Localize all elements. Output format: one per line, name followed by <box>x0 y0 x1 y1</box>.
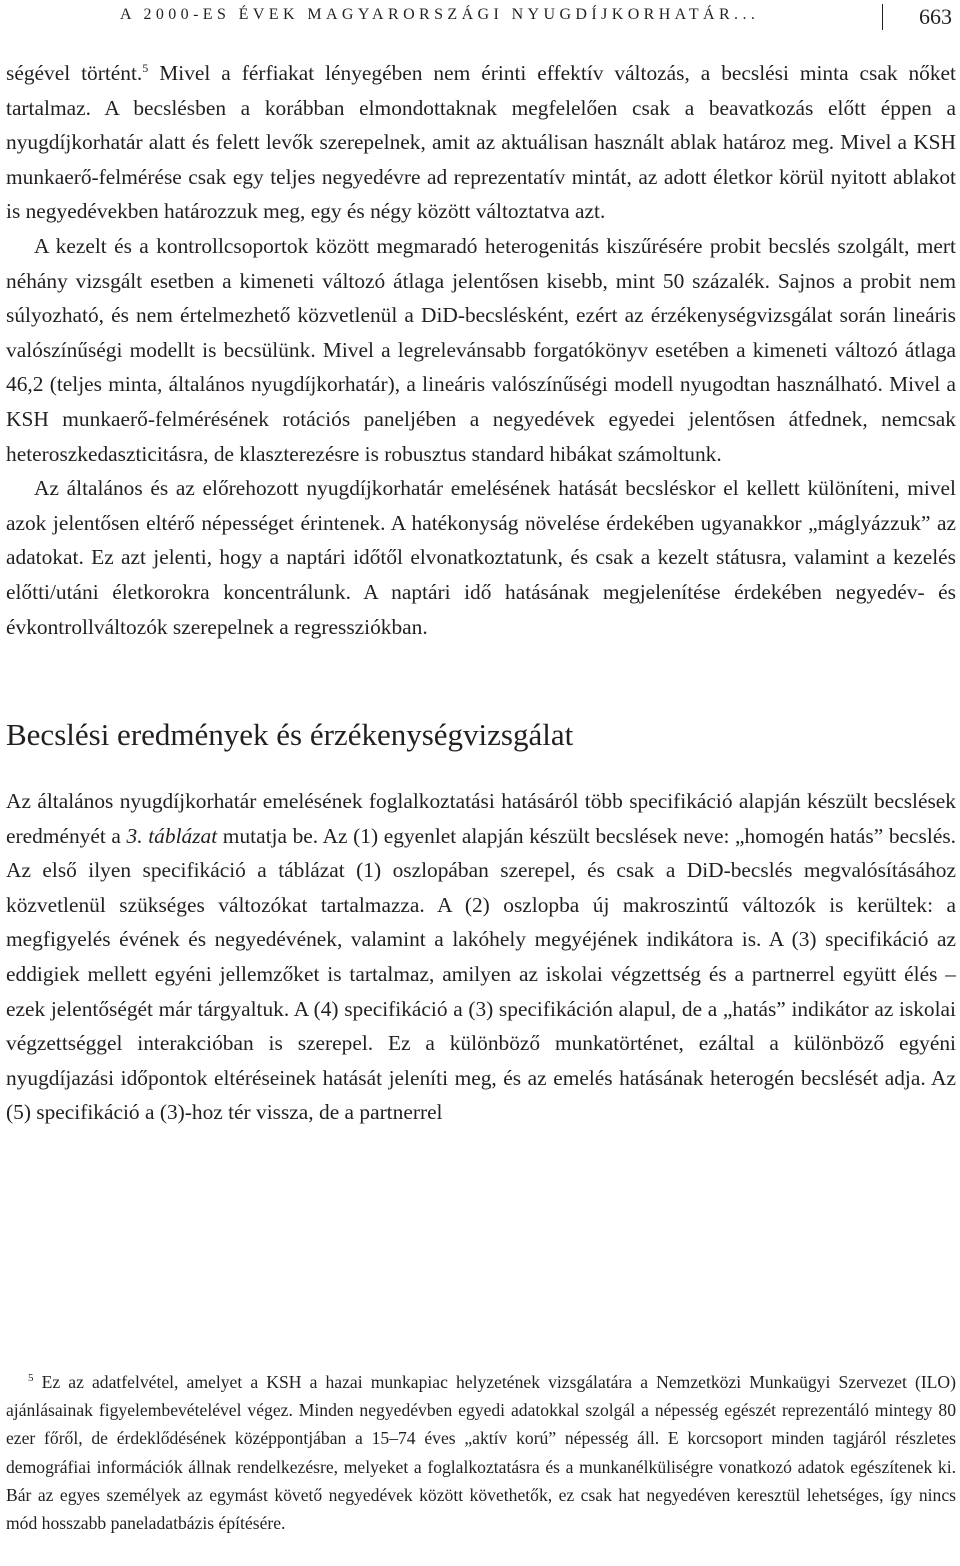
paragraph-3: Az általános és az előrehozott nyugdíjkorhatár emelésének hatását becsléskor el kellett különíteni, mivel azok jelentősen eltérő népességet érintenek. A hatékonyság növelése érdekében ugyanakkor „máglyázzuk” az adatokat. Ez azt jelenti, hogy a naptári időtől elvonatkoztatunk, és csak a kezelt státusra, valamint a kezelés előtti/utáni életkorokra koncentrálunk. A naptári idő hatásának megjelenítése érdekében negyedév- és évkontrollváltozók szerepelnek a regressziókban. <box>6 476 956 639</box>
footnote-reference[interactable]: 5 <box>142 60 149 75</box>
header-divider <box>882 4 883 30</box>
section-paragraph <box>6 784 956 1130</box>
section-heading: Becslési eredmények és érzékenységvizsgálat <box>6 717 574 753</box>
paragraph-1-rest: Mivel a férfiakat lényegében nem érinti effektív változás, a becslési minta csak nőket tartalmaz. A becslésben a korábban elmondottaknak megfelelően csak a beavatkozás előtt éppen a nyugdíjkorhatár alatt és felett levők szerepelnek, amit az aktuálisan használt ablak határoz meg. Mivel a KSH munkaerő-felmérése csak egy teljes negyedévre ad reprezentatív mintát, az adott életkor körül nyitott ablakot is negyedévekben határozzuk meg, egy és négy között változtatva azt. <box>6 61 956 224</box>
footnotes <box>6 1368 956 1537</box>
paragraph-1 <box>6 56 956 229</box>
footnote-text: Ez az adatfelvétel, amelyet a KSH a hazai munkapiac helyzetének vizsgálatára a Nemzetközi Munkaügyi Szervezet (ILO) ajánlásainak figyelembevételével végez. Minden negyedévben egyedi adatokkal szolgál a népesség egészét reprezentáló mintegy 80 ezer főről, de érdeklődésének középpontjában a 15–74 éves „aktív korú” népesség áll. E korcsoport minden tagjáról részletes demográfiai információk állnak rendelkezésre, melyeket a foglalkoztatásra és a munkanélküliségre vonatkozó adatok egészítenek ki. Bár az egyes személyek az egymást követő negyedévek között követhetők, ez csak hat negyedéven keresztül lehetséges, így nincs mód hosszabb paneladatbázis építésére. <box>6 1372 956 1534</box>
body-text <box>6 56 956 1130</box>
running-head-title: A 2000-ES ÉVEK MAGYARORSZÁGI NYUGDÍJKORHATÁR... <box>120 6 760 23</box>
paragraph-2: A kezelt és a kontrollcsoportok között megmaradó heterogenitás kiszűrésére probit becslés szolgált, mert néhány vizsgált esetben a kimeneti változó átlaga jelentősen kisebb, mint 50 százalék. Sajnos a probit nem súlyozható, és nem értelmezhető közvetlenül a DiD-becslésként, ezért az érzékenységvizsgálat során lineáris valószínűségi modellt is becsülünk. Mivel a legrelevánsabb forgatókönyv esetében a kimeneti változó átlaga 46,2 (teljes minta, általános nyugdíjkorhatár), a lineáris valószínűségi modell nyugodtan használható. Mivel a KSH munkaerő-felmérésének rotációs paneljében a negyedévek egyedei jelentősen átfednek, nemcsak heteroszkedaszticitásra, de klaszterezésre is robusztus standard hibákat számoltunk. <box>6 233 956 466</box>
running-header <box>120 4 956 32</box>
paragraph-1-start: ségével történt. <box>6 61 143 85</box>
section-paragraph-rest: mutatja be. Az (1) egyenlet alapján készült becslések neve: „homogén hatás” becslés. Az első ilyen specifikáció a táblázat (1) oszlopában szerepel, és csak a DiD-becslés megvalósításához közvetlenül szükséges változókat tartalmazza. A (2) oszlopba új makroszintű változók is kerültek: a megfigyelés évének és negyedévének, valamint a lakóhely megyéjének indikátora is. A (3) specifikáció az eddigiek mellett egyéni jellemzőket is tartalmaz, amilyen az iskolai végzettség és a partnerrel együtt élés – ezek jelentőségét már tárgyaltuk. A (4) specifikáció a (3) specifikáción alapul, de a „hatás” indikátor az iskolai végzettséggel interakcióban is szerepel. Ez a különböző munkatörténet, ezáltal a különböző egyéni nyugdíjazási időpontok eltéréseinek hatását jeleníti meg, és az emelés hatásának heterogén becslését adja. Az (5) specifikáció a (3)-hoz tér vissza, de a partnerrel <box>6 823 956 1125</box>
footnote-5 <box>6 1368 956 1537</box>
section-paragraph-start: Az általános nyugdíjkorhatár emelésének foglalkoztatási hatásáról több specifikáció alapján készült becslések eredményét a <box>6 789 956 848</box>
table-reference: 3. táblázat <box>126 823 218 848</box>
footnote-mark: 5 <box>28 1372 34 1385</box>
page-number: 663 <box>919 4 952 29</box>
